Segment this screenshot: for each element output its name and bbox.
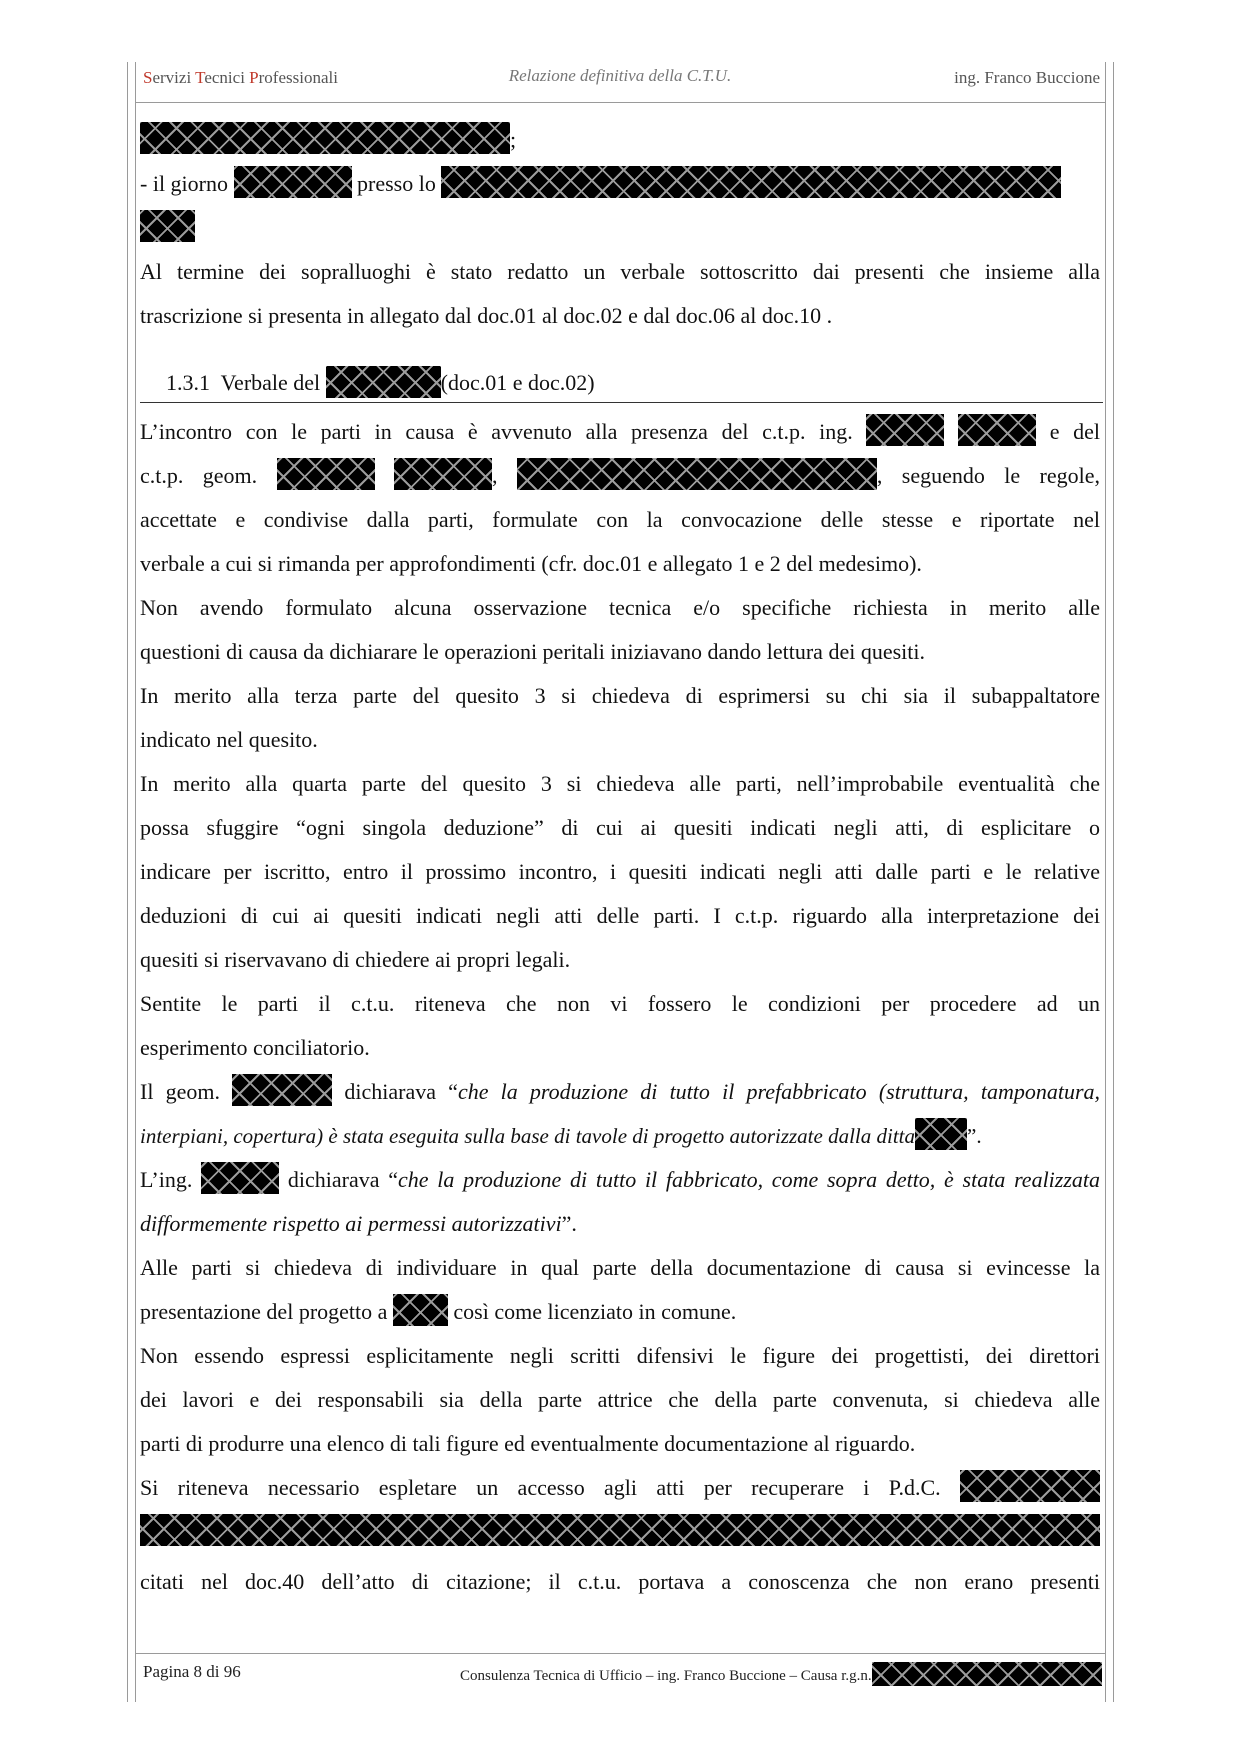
p4-line1: In merito alla quarta parte del quesito 3 si chiedeva alle parti, nell’improbabile eventualità che: [140, 771, 1100, 796]
redaction-block: [234, 166, 352, 198]
frame-line-left-inner: [135, 62, 136, 1702]
redaction-block: [517, 458, 877, 490]
text-span: difformemente rispetto ai permessi autorizzativi: [140, 1211, 562, 1236]
text-il-giorno: - il giorno: [140, 171, 228, 196]
redaction-block: [866, 414, 944, 446]
text-span: che la produzione di tutto il prefabbricato (struttura, tamponatura,: [457, 1079, 1101, 1104]
redaction-block: [140, 210, 195, 242]
intro-block: [140, 118, 1100, 338]
redaction-block: [958, 414, 1036, 446]
header-word-servizi: ervizi: [152, 68, 196, 87]
line-giorno: [140, 162, 1100, 206]
redaction-block: [277, 458, 375, 490]
p9-line3: parti di produrre una elenco di tali figure ed eventualmente documentazione al riguardo.: [140, 1431, 916, 1456]
p4-line5: quesiti si riservavano di chiedere ai propri legali.: [140, 947, 571, 972]
redaction-block: [915, 1118, 967, 1150]
text-span: e del: [1049, 419, 1101, 444]
line-redacted-end: [140, 118, 1100, 162]
section-title: Verbale del: [220, 370, 321, 395]
text-span: che la produzione di tutto il fabbricato, come sopra detto, è stata realizzata: [397, 1167, 1101, 1192]
text-span: ”.: [967, 1124, 982, 1148]
header-initial-p: P: [249, 68, 259, 87]
p1-line4: verbale a cui si rimanda per approfondimenti (cfr. doc.01 e allegato 1 e 2 del medesimo).: [140, 551, 922, 576]
text-span: L’ing.: [140, 1167, 193, 1192]
p1-line2: [140, 454, 1100, 498]
redaction-block: [232, 1074, 332, 1106]
p5-line1: Sentite le parti il c.t.u. riteneva che non vi fossero le condizioni per procedere ad un: [140, 991, 1100, 1016]
redaction-block: [201, 1162, 279, 1194]
p8-line1: Alle parti si chiedeva di individuare in qual parte della documentazione di causa si evincesse la: [140, 1255, 1100, 1280]
text-span: ,: [491, 463, 498, 488]
p4-line3: indicare per iscritto, entro il prossimo incontro, i quesiti indicati negli atti dalle parti e le relative: [140, 859, 1100, 884]
redaction-block: [394, 458, 492, 490]
text-span: c.t.p. geom.: [140, 463, 258, 488]
header-rule: [135, 102, 1106, 103]
header-initial-s: S: [143, 68, 153, 87]
redaction-block: [393, 1294, 448, 1326]
footer-rule: [135, 1653, 1106, 1654]
p1-line3: accettate e condivise dalla parti, formulate con la convocazione delle stesse e riportate nel: [140, 507, 1100, 532]
p2-line1: Non avendo formulato alcuna osservazione tecnica e/o specifiche richiesta in merito alle: [140, 595, 1100, 620]
text-span: , seguendo le regole,: [876, 463, 1101, 488]
text-presso-lo: presso lo: [357, 171, 436, 196]
header-word-professionali: rofessionali: [258, 68, 338, 87]
footer-case-text: Consulenza Tecnica di Ufficio – ing. Franco Buccione – Causa r.g.n.: [460, 1668, 872, 1684]
frame-line-right-inner: [1105, 62, 1106, 1702]
text-span: presentazione del progetto a: [140, 1299, 388, 1324]
redaction-block: [140, 122, 510, 154]
p5-line2: esperimento conciliatorio.: [140, 1035, 370, 1060]
p7-line1: [140, 1158, 1100, 1202]
para-sopralluoghi-line1: Al termine dei sopralluoghi è stato redatto un verbale sottoscritto dai presenti che insieme alla: [140, 259, 1100, 284]
text-span: interpiani, copertura) è stata eseguita sulla base di tavole di progetto autorizzate dalla ditta: [140, 1124, 916, 1148]
p4-line4: deduzioni di cui ai quesiti indicati negli atti delle parti. I c.t.p. riguardo alla interpretazione dei: [140, 903, 1100, 928]
redaction-block: [960, 1470, 1100, 1502]
footer-case-info: [460, 1662, 1102, 1686]
text-span: ”.: [561, 1211, 577, 1236]
p9-line1: Non essendo espressi esplicitamente negli scritti difensivi le figure dei progettisti, dei direttori: [140, 1343, 1100, 1368]
section-title-tail: (doc.01 e doc.02): [440, 370, 595, 395]
frame-line-left-outer: [127, 62, 128, 1702]
text-span: dichiarava “: [287, 1167, 398, 1192]
section-heading: [140, 364, 1103, 403]
text-span: così come licenziato in comune.: [453, 1299, 737, 1324]
text-span: dichiarava “: [344, 1079, 458, 1104]
redaction-block: [326, 366, 441, 398]
line-redacted-short: [140, 206, 1100, 250]
p9-line2: dei lavori e dei responsabili sia della parte attrice che della parte convenuta, si chiedeva alle: [140, 1387, 1100, 1412]
p3-line2: indicato nel quesito.: [140, 727, 318, 752]
p10-line2: [140, 1510, 1100, 1554]
header-author: ing. Franco Buccione: [954, 68, 1100, 87]
text-span: L’incontro con le parti in causa è avvenuto alla presenza del c.t.p. ing.: [140, 419, 853, 444]
frame-line-right-outer: [1113, 62, 1114, 1702]
header-initial-t: T: [195, 68, 205, 87]
text-span: Si riteneva necessario espletare un accesso agli atti per recuperare i P.d.C.: [140, 1475, 941, 1500]
page-number: Pagina 8 di 96: [143, 1662, 241, 1681]
p4-line2: possa sfuggire “ogni singola deduzione” di cui ai quesiti indicati negli atti, di esplicitare o: [140, 815, 1100, 840]
header-document-title: Relazione definitiva della C.T.U.: [508, 66, 732, 85]
p6-line1: [140, 1070, 1100, 1114]
p10-line1: [140, 1466, 1100, 1510]
text-span: Il geom.: [140, 1079, 220, 1104]
p3-line1: In merito alla terza parte del quesito 3 si chiedeva di esprimersi su chi sia il subappaltatore: [140, 683, 1100, 708]
p2-line2: questioni di causa da dichiarare le operazioni peritali iniziavano dando lettura dei quesiti.: [140, 639, 925, 664]
main-body: [140, 410, 1100, 1604]
p8-line2: [140, 1290, 1100, 1334]
p7-line2: [140, 1202, 1100, 1246]
p1-line1: [140, 410, 1100, 454]
para-sopralluoghi-line2: trascrizione si presenta in allegato dal doc.01 al doc.02 e dal doc.06 al doc.10 .: [140, 303, 833, 328]
header-word-tecnici: ecnici: [204, 68, 250, 87]
p10-line3: citati nel doc.40 dell’atto di citazione; il c.t.u. portava a conoscenza che non erano presenti: [140, 1569, 1100, 1594]
redaction-block: [441, 166, 1061, 198]
redaction-block: [140, 1514, 1100, 1546]
p6-line2: [140, 1114, 1100, 1158]
text-semicolon: ;: [510, 127, 517, 152]
redaction-block: [872, 1662, 1102, 1686]
section-number: 1.3.1: [166, 370, 210, 395]
